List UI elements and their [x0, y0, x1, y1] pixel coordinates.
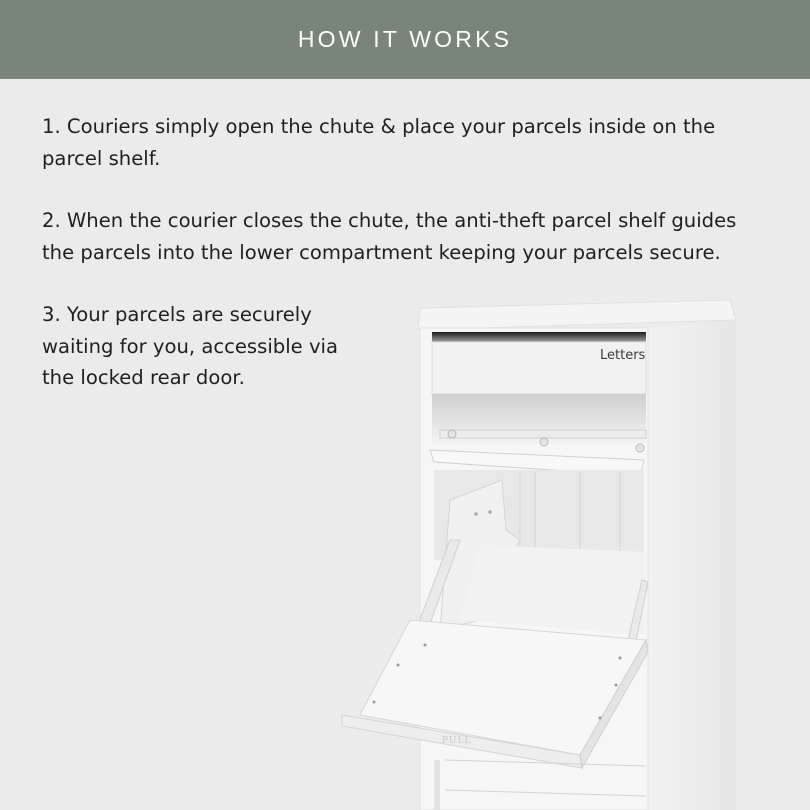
- pull-label: PULL: [442, 736, 472, 746]
- parcel-box-illustration-icon: [330, 290, 760, 810]
- parcel-box-image: [330, 290, 760, 810]
- step-3: 3. Your parcels are securely waiting for you, accessible via the locked rear door.: [42, 303, 338, 389]
- header-banner: [0, 0, 810, 79]
- step-1: 1. Couriers simply open the chute & place your parcels inside on the parcel shelf.: [42, 115, 716, 170]
- letters-label: Letters: [600, 348, 646, 363]
- step-2: 2. When the courier closes the chute, the anti-theft parcel shelf guides the parcels into the lower compartment keeping your parcels secure.: [42, 209, 737, 264]
- page-title: HOW IT WORKS: [297, 26, 513, 52]
